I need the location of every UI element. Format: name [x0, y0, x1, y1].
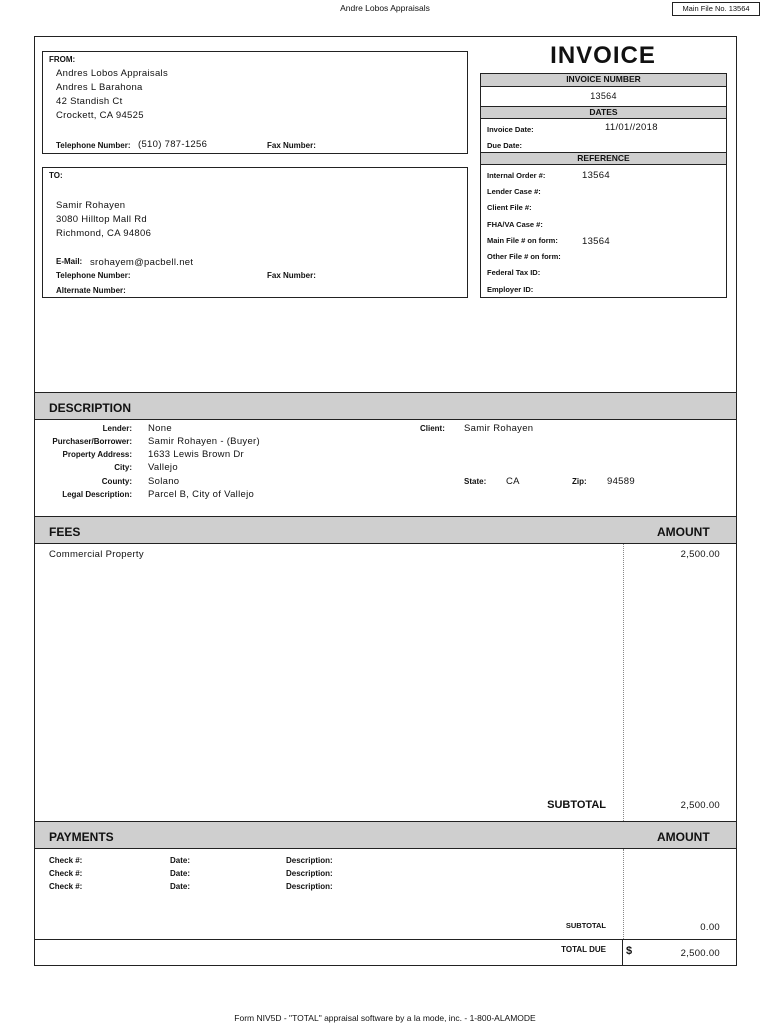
main-file-form-value: 13564: [582, 236, 610, 247]
invoice-date-label: Invoice Date:: [487, 125, 534, 134]
county-label: County:: [101, 477, 132, 486]
payment-description-label: Description:: [286, 856, 333, 865]
payment-description-label: Description:: [286, 869, 333, 878]
to-line: Richmond, CA 94806: [56, 228, 152, 239]
from-box: [42, 51, 468, 154]
federal-tax-label: Federal Tax ID:: [487, 268, 541, 277]
internal-order-value: 13564: [582, 170, 610, 181]
lender-value: None: [148, 423, 172, 434]
description-bar: [35, 392, 736, 420]
city-label: City:: [114, 463, 132, 472]
from-line: Crockett, CA 94525: [56, 110, 144, 121]
fha-va-label: FHA/VA Case #:: [487, 220, 543, 229]
state-value: CA: [506, 476, 520, 487]
invoice-info-box: [480, 73, 727, 298]
fee-description: Commercial Property: [49, 549, 144, 560]
from-telephone: (510) 787-1256: [138, 139, 208, 150]
other-file-label: Other File # on form:: [487, 252, 561, 261]
payments-subtotal-value: 0.00: [700, 922, 720, 933]
city-value: Vallejo: [148, 462, 178, 473]
main-file-badge: Main File No. 13564: [672, 2, 760, 16]
legal-description-label: Legal Description:: [62, 490, 132, 499]
reference-header: REFERENCE: [481, 152, 726, 165]
to-email: srohayem@pacbell.net: [90, 257, 194, 268]
to-telephone-label: Telephone Number:: [56, 271, 131, 280]
lender-label: Lender:: [102, 424, 132, 433]
payment-description-label: Description:: [286, 882, 333, 891]
description-title: DESCRIPTION: [49, 401, 132, 415]
fees-title: FEES: [49, 525, 81, 539]
fees-bar: [35, 516, 736, 544]
to-alternate-label: Alternate Number:: [56, 286, 126, 295]
payment-date-label: Date:: [170, 882, 191, 891]
client-file-label: Client File #:: [487, 203, 532, 212]
payments-title: PAYMENTS: [49, 830, 114, 844]
zip-value: 94589: [607, 476, 635, 487]
client-label: Client:: [420, 424, 445, 433]
dates-header: DATES: [481, 106, 726, 119]
from-telephone-label: Telephone Number:: [56, 141, 131, 150]
zip-label: Zip:: [572, 477, 587, 486]
payment-check-label: Check #:: [49, 856, 83, 865]
payments-amount-title: AMOUNT: [657, 830, 710, 844]
main-file-form-label: Main File # on form:: [487, 236, 558, 245]
payment-date-label: Date:: [170, 869, 191, 878]
currency-symbol: $: [626, 945, 633, 957]
to-box: [42, 167, 468, 298]
lender-case-label: Lender Case #:: [487, 187, 541, 196]
legal-description-value: Parcel B, City of Vallejo: [148, 489, 255, 500]
total-due-value: 2,500.00: [680, 948, 720, 959]
from-line: Andres Lobos Appraisals: [56, 68, 168, 79]
to-line: Samir Rohayen: [56, 200, 126, 211]
to-fax-label: Fax Number:: [267, 271, 316, 280]
property-address-label: Property Address:: [62, 450, 132, 459]
state-label: State:: [464, 477, 487, 486]
payments-subtotal-label: SUBTOTAL: [565, 921, 606, 930]
header-company: Andre Lobos Appraisals: [340, 3, 430, 13]
from-line: Andres L Barahona: [56, 82, 143, 93]
total-due-label: TOTAL DUE: [561, 945, 606, 954]
payment-check-label: Check #:: [49, 869, 83, 878]
fees-subtotal-label: SUBTOTAL: [547, 799, 606, 811]
to-email-label: E-Mail:: [56, 257, 83, 266]
property-address-value: 1633 Lewis Brown Dr: [148, 449, 244, 460]
payments-bar: [35, 821, 736, 849]
from-label: FROM:: [49, 55, 76, 64]
purchaser-value: Samir Rohayen - (Buyer): [148, 436, 260, 447]
from-fax-label: Fax Number:: [267, 141, 316, 150]
employer-id-label: Employer ID:: [487, 285, 534, 294]
client-value: Samir Rohayen: [464, 423, 534, 434]
purchaser-label: Purchaser/Borrower:: [52, 437, 132, 446]
fees-amount-title: AMOUNT: [657, 525, 710, 539]
fee-amount: 2,500.00: [680, 549, 720, 560]
to-line: 3080 Hilltop Mall Rd: [56, 214, 148, 225]
invoice-date: 11/01//2018: [605, 122, 658, 133]
due-date-label: Due Date:: [487, 141, 523, 150]
county-value: Solano: [148, 476, 180, 487]
from-line: 42 Standish Ct: [56, 96, 123, 107]
invoice-title: INVOICE: [550, 42, 656, 69]
invoice-number-header: INVOICE NUMBER: [481, 74, 726, 87]
fees-subtotal-value: 2,500.00: [680, 800, 720, 811]
to-label: TO:: [49, 171, 63, 180]
payment-check-label: Check #:: [49, 882, 83, 891]
form-footer: Form NIV5D - "TOTAL" appraisal software by a la mode, inc. - 1-800-ALAMODE: [234, 1013, 536, 1023]
invoice-number-value: 13564: [590, 91, 617, 101]
payment-date-label: Date:: [170, 856, 191, 865]
internal-order-label: Internal Order #:: [487, 171, 546, 180]
fees-divider: [623, 544, 624, 821]
